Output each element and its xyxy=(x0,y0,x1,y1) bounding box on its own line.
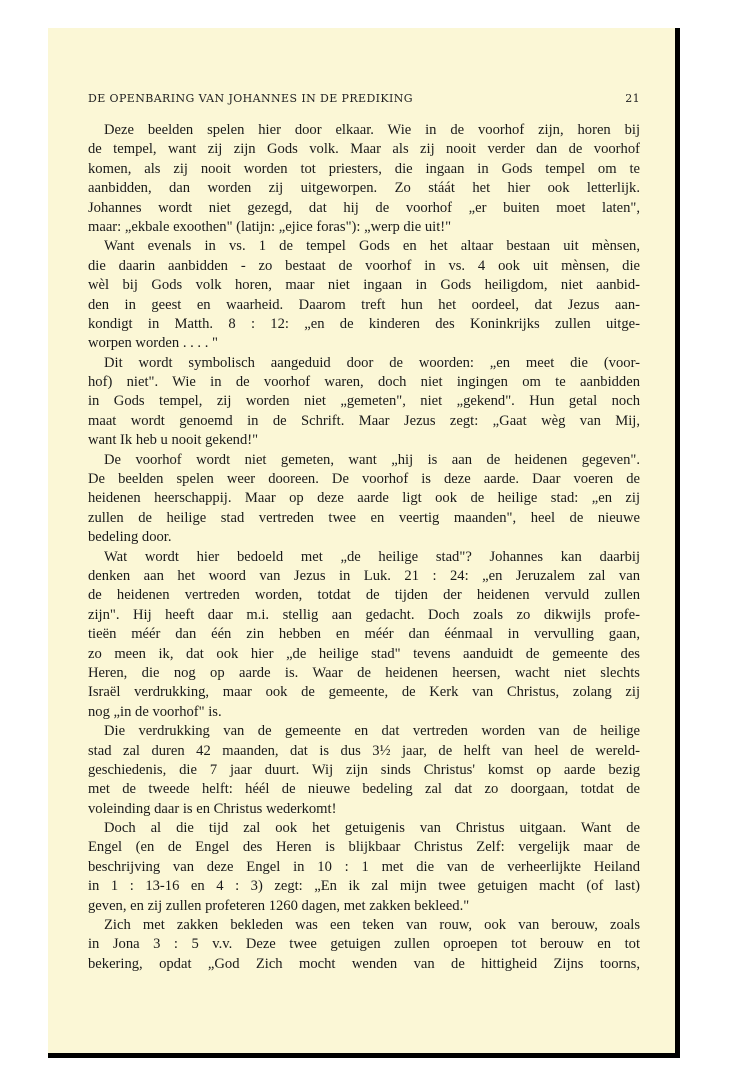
text-line: stad zal duren 42 maanden, dat is dus 3½ jaar, de helft van heel de wereld- xyxy=(88,742,640,759)
text-line: want Ik heb u nooit gekend!" xyxy=(88,432,259,449)
text-line: Dit wordt symbolisch aangeduid door de woorden: „en meet die (voor- xyxy=(104,354,640,371)
text-line: Zich met zakken bekleden was een teken van rouw, ook van berouw, zoals xyxy=(104,917,640,934)
text-line: Israël verdrukking, maar ook de gemeente, de Kerk van Christus, zolang zij xyxy=(88,684,640,701)
text-line: komen, als zij nooit worden tot priesters, die ingaan in Gods tempel om te xyxy=(88,160,640,177)
text-line: Want evenals in vs. 1 de tempel Gods en het altaar bestaan uit mènsen, xyxy=(104,238,640,255)
text-line: in Gods tempel, zij worden niet „gemeten", niet „gekend". Hun getal noch xyxy=(88,393,640,410)
text-line: wèl bij Gods volk horen, maar niet ingaan in Gods heiligdom, niet aanbid- xyxy=(88,277,640,294)
text-line: Deze beelden spelen hier door elkaar. Wie in de voorhof zijn, horen bij xyxy=(104,122,640,138)
text-line: in Jona 3 : 5 v.v. Deze twee getuigen zullen oproepen tot berouw en tot xyxy=(88,936,640,953)
text-line: geven, en zij zullen profeteren 1260 dagen, met zakken bekleed." xyxy=(88,897,470,914)
text-line: Doch al die tijd zal ook het getuigenis van Christus uitgaan. Want de xyxy=(104,820,640,837)
text-line: Johannes wordt niet gezegd, dat hij de voorhof „er buiten moet laten", xyxy=(88,199,640,216)
text-line: bekering, opdat „God Zich mocht wenden van de hittigheid Zijns toorns, xyxy=(88,955,640,972)
text-line: in 1 : 13-16 en 4 : 3) zegt: „En ik zal mijn twee getuigen macht (of last) xyxy=(88,878,640,895)
text-line: bedeling door. xyxy=(88,529,172,546)
text-line: met de tweede helft: héél de nieuwe bedeling zal dat zo doorgaan, totdat de xyxy=(88,781,640,798)
text-line: maar: „ekbale exoothen" (latijn: „ejice foras"): „werp die uit!" xyxy=(88,218,452,235)
text-line: voleinding daar is en Christus wederkomt! xyxy=(88,800,337,817)
text-line: Die verdrukking van de gemeente en dat vertreden worden van de heilige xyxy=(104,723,640,740)
text-line: worpen worden . . . . " xyxy=(88,335,218,352)
text-line: aanbidden, dan worden zij uitgeworpen. Zo stáát het hier ook letterlijk. xyxy=(88,180,640,197)
text-line: zullen de heilige stad vertreden twee en veertig maanden", heel de nieuwe xyxy=(88,509,640,526)
text-line: Wat wordt hier bedoeld met „de heilige stad"? Johannes kan daarbij xyxy=(104,548,640,565)
text-line: hof) niet". Wie in de voorhof waren, doch niet ingingen om te aanbidden xyxy=(88,374,640,391)
text-line: De beelden spelen weer dooreen. De voorhof is deze aarde. Daar voeren de xyxy=(88,471,640,488)
text-line: De voorhof wordt niet gemeten, want „hij is aan de heidenen gegeven". xyxy=(104,451,640,468)
text-line: Engel (en de Engel des Heren is blijkbaar Christus Zelf: vergelijk maar de xyxy=(88,839,640,856)
text-line: beschrijving van deze Engel in 10 : 1 met die van de verheerlijkte Heiland xyxy=(88,858,640,875)
text-line: tieën méér dan één zin hebben en méér dan éénmaal in vervulling gaan, xyxy=(88,626,640,643)
text-line: de tempel, want zij zijn Gods volk. Maar als zij nooit verder dan de voorhof xyxy=(88,141,640,158)
text-line: denken aan het woord van Jezus in Luk. 21 : 24: „en Jeruzalem zal van xyxy=(88,567,640,584)
text-line: den in geest en waarheid. Daarom treft hun het oordeel, dat Jezus aan- xyxy=(88,296,640,313)
running-head-title: DE OPENBARING VAN JOHANNES IN DE PREDIKING xyxy=(88,92,413,105)
book-page xyxy=(48,28,680,1058)
text-line: die daarin aanbidden - zo bestaat de voorhof in vs. 4 ook uit mènsen, die xyxy=(88,257,640,274)
text-line: kondigt in Matth. 8 : 12: „en de kinderen des Koninkrijks zullen uitge- xyxy=(88,315,640,332)
body-text xyxy=(88,121,640,974)
page-number: 21 xyxy=(625,92,640,105)
text-line: de heidenen vertreden worden, totdat de tijden der heidenen vervuld zullen xyxy=(88,587,640,604)
text-line: geschiedenis, die 7 jaar duurt. Wij zijn sinds Christus' komst op aarde bezig xyxy=(88,761,640,778)
text-line: zo meen ik, dat ook hier „de heilige stad" tevens aanduidt de gemeente des xyxy=(88,645,640,662)
text-line: heidenen heerschappij. Maar op deze aarde ligt ook de heilige stad: „en zij xyxy=(88,490,640,507)
text-line: Heren, die nog op aarde is. Waar de heidenen heersen, wacht niet slechts xyxy=(88,664,640,681)
text-line: zijn". Hij heeft daar m.i. stellig aan gedacht. Doch zoals zo dikwijls profe- xyxy=(88,606,640,623)
text-line: maat wordt genoemd in de Schrift. Maar Jezus zegt: „Gaat wèg van Mij, xyxy=(88,412,640,429)
text-line: nog „in de voorhof" is. xyxy=(88,703,222,720)
